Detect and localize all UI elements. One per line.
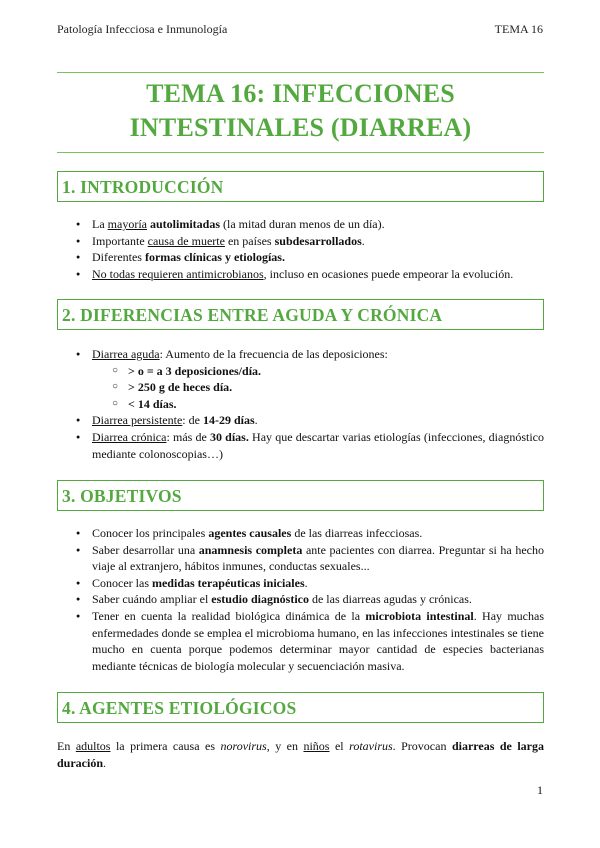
- diferencias-bullet-list: [76, 346, 544, 462]
- list-item: ● Diarrea persistente: de 14-29 días.: [76, 412, 544, 429]
- section-heading-introduccion: 1. INTRODUCCIÓN: [57, 171, 544, 202]
- list-item: ● No todas requieren antimicrobianos, incluso en ocasiones puede empeorar la evolución.: [76, 266, 544, 283]
- sub-list-item: ○ < 14 días.: [112, 396, 544, 413]
- running-header-topic: TEMA 16: [494, 22, 543, 36]
- page-title-line-2: INTESTINALES (DIARREA): [129, 113, 472, 142]
- objetivos-bullet-list: [76, 525, 544, 674]
- list-item: ● Importante causa de muerte en países subdesarrollados.: [76, 233, 544, 250]
- list-item: ● Saber cuándo ampliar el estudio diagnóstico de las diarreas agudas y crónicas.: [76, 591, 544, 608]
- agentes-paragraph: En adultos la primera causa es norovirus, y en niños el rotavirus. Provocan diarreas de larga duración.: [57, 739, 544, 770]
- running-header-subject: Patología Infecciosa e Inmunología: [57, 22, 228, 36]
- sub-list-item: ○ > 250 g de heces día.: [112, 379, 544, 396]
- title-top-rule: [57, 72, 544, 73]
- list-item: ● Conocer los principales agentes causales de las diarreas infecciosas.: [76, 525, 544, 542]
- list-item: ● Tener en cuenta la realidad biológica dinámica de la microbiota intestinal. Hay muchas enfermedades donde se emplea el microbioma humano, en las infecciones intestinales se tiene mucho en cuenta porque podemos determinar mayor cantidad de especies bacterianas mediante técnicas de biología molecular y secuenciación masiva.: [76, 608, 544, 674]
- page-number: 1: [537, 783, 543, 797]
- list-item: ● Diarrea crónica: más de 30 días. Hay que descartar varias etiologías (infecciones, diagnóstico mediante colonoscopias…): [76, 429, 544, 462]
- list-item: ● Saber desarrollar una anamnesis completa ante pacientes con diarrea. Preguntar si ha hecho viaje al extranjero, hábitos inmunes, conductas sexuales...: [76, 542, 544, 575]
- list-item: ● Diarrea aguda: Aumento de la frecuencia de las deposiciones: ○ > o = a 3 deposiciones/día. ○ > 250 g de heces día. ○ < 14 días.: [76, 346, 544, 412]
- list-item: ● Conocer las medidas terapéuticas iniciales.: [76, 575, 544, 592]
- list-item: ● La mayoría autolimitadas (la mitad duran menos de un día).: [76, 216, 544, 233]
- page-title-line-1: TEMA 16: INFECCIONES: [146, 79, 455, 108]
- section-heading-objetivos: 3. OBJETIVOS: [57, 480, 544, 511]
- aguda-sub-list: [92, 363, 544, 413]
- title-bottom-rule: [57, 152, 544, 153]
- sub-list-item: ○ > o = a 3 deposiciones/día.: [112, 363, 544, 380]
- list-item: ● Diferentes formas clínicas y etiologías.: [76, 249, 544, 266]
- intro-bullet-list: [76, 216, 544, 282]
- section-heading-diferencias: 2. DIFERENCIAS ENTRE AGUDA Y CRÓNICA: [57, 299, 544, 330]
- page-title: [57, 77, 544, 145]
- section-heading-agentes: 4. AGENTES ETIOLÓGICOS: [57, 692, 544, 723]
